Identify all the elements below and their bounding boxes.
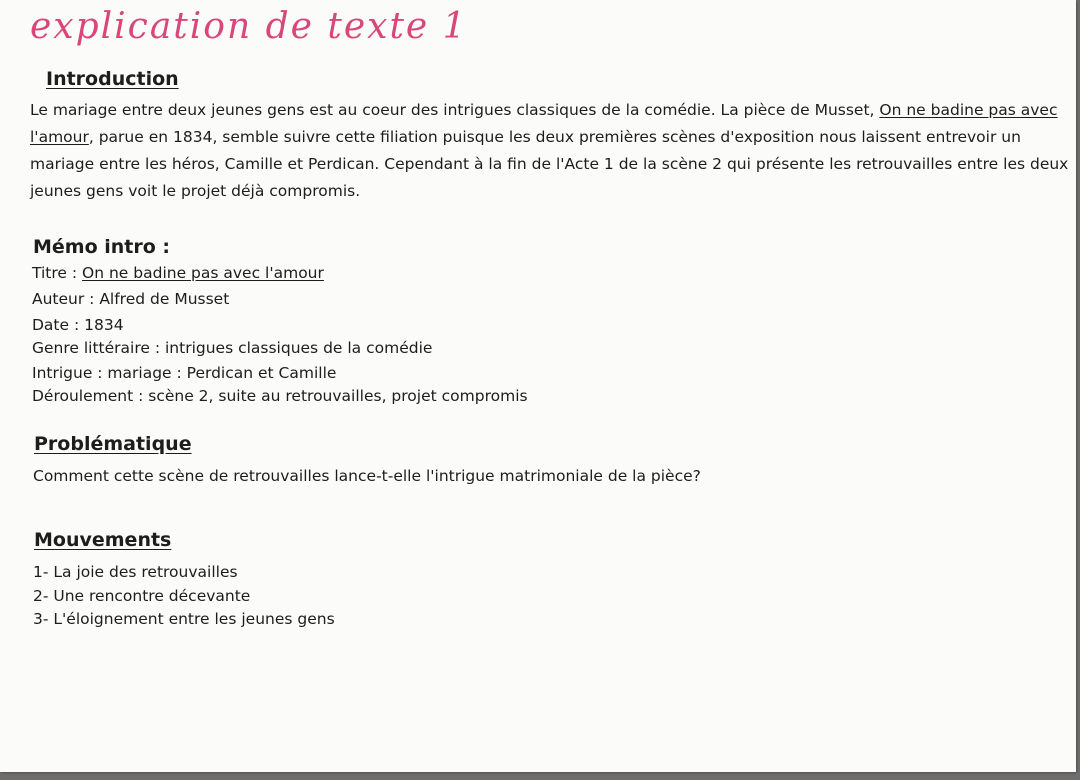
problematique-text: Comment cette scène de retrouvailles lance-t-elle l'intrigue matrimoniale de la pièce? <box>33 467 701 485</box>
memo-titre <box>32 264 324 282</box>
memo-intrigue: Intrigue : mariage : Perdican et Camille <box>32 364 337 382</box>
memo-auteur: Auteur : Alfred de Musset <box>32 290 230 308</box>
introduction-paragraph <box>30 97 1070 205</box>
problematique-heading: Problématique <box>34 433 192 455</box>
introduction-heading: Introduction <box>46 68 179 90</box>
introduction-work-title: On ne badine pas avec l'amour <box>30 101 1058 146</box>
mouvements-heading: Mouvements <box>34 529 172 551</box>
memo-heading: Mémo intro : <box>33 236 171 258</box>
introduction-text-after: , parue en 1834, semble suivre cette filiation puisque les deux premières scènes d'exposition nous laissent entrevoir un mariage entre les héros, Camille et Perdican. Cependant à la fin de l'Acte 1 de la scène 2 qui présente les retrouvailles entre les deux jeunes gens voit le projet déjà compromis. <box>30 128 1069 200</box>
mouvement-item: 3- L'éloignement entre les jeunes gens <box>33 610 335 628</box>
memo-titre-label: Titre : <box>32 264 83 282</box>
mouvement-item: 2- Une rencontre décevante <box>33 587 251 605</box>
introduction-text-before: Le mariage entre deux jeunes gens est au coeur des intrigues classiques de la comédie. La pièce de Musset, <box>30 101 880 119</box>
memo-genre: Genre littéraire : intrigues classiques de la comédie <box>32 339 433 357</box>
memo-deroulement: Déroulement : scène 2, suite au retrouvailles, projet compromis <box>32 387 528 405</box>
mouvement-item: 1- La joie des retrouvailles <box>33 563 238 581</box>
memo-titre-value: On ne badine pas avec l'amour <box>82 264 324 282</box>
document-title: explication de texte 1 <box>30 6 468 47</box>
memo-date: Date : 1834 <box>32 316 124 334</box>
